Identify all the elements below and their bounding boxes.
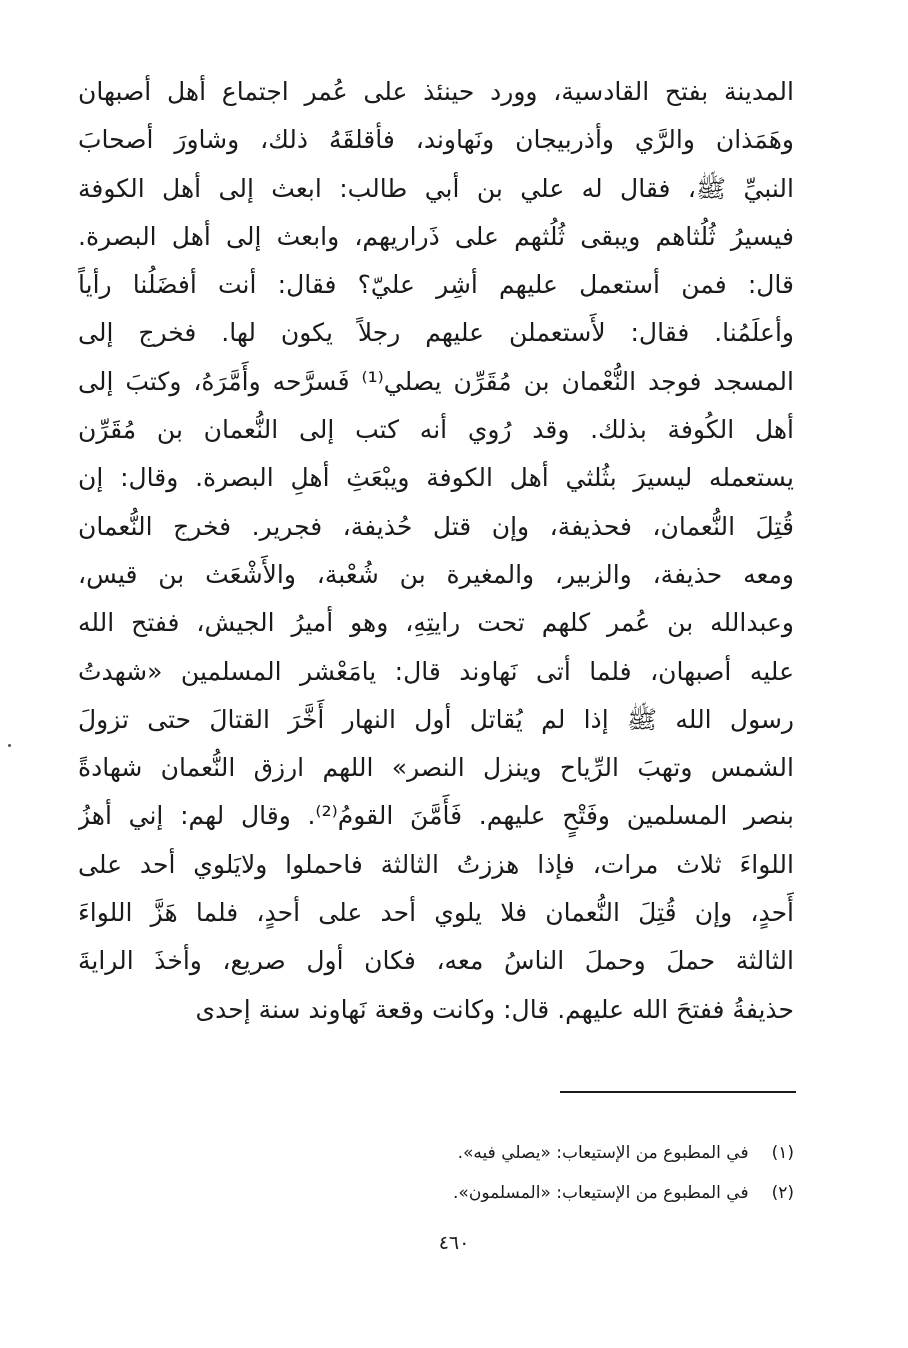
text-line: ومعه حذيفة، والزبير، والمغيرة بن شُعْبة، والأَشْعَث بن قيس،: [78, 559, 794, 589]
text-line: قال: فمن أستعمل عليهم أشِر عليّ؟ فقال: أنت أفضَلُنا رأياً: [78, 270, 794, 300]
text-line: وعبدالله بن عُمر كلهم تحت رايتِهِ، وهو أميرُ الجيش، ففتح الله: [78, 608, 794, 638]
text-line: قُتِلَ النُّعمان، فحذيفة، وإن قتل حُذيفة، فجرير. فخرج النُّعمان: [78, 511, 794, 541]
page-number: ٤٦٠: [438, 1232, 470, 1254]
main-text-block: [78, 68, 794, 1034]
text-line: المسجد فوجد النُّعْمان بن مُقَرِّن يصلي⁽¹⁾ فَسرَّحه وأَمَّرَهُ، وكتبَ إلى: [78, 366, 794, 396]
footnote-text: في المطبوع من الإستيعاب: «يصلي فيه».: [457, 1143, 749, 1163]
margin-mark: [8, 744, 11, 747]
text-line: الثالثة حملَ وحملَ الناسُ معه، فكان أول صريع، وأخذَ الرايةَ: [78, 946, 794, 976]
text-line: النبيِّ ﷺ، فقال له علي بن أبي طالب: ابعث إلى أهل الكوفة: [78, 173, 794, 203]
text-line: اللواءَ ثلاث مرات، فإذا هززتُ الثالثة فاحملوا ولايَلوي أحد على: [78, 849, 794, 879]
text-line: أَحدٍ، وإن قُتِلَ النُّعمان فلا يلوي أحد على أحدٍ، فلما هَزَّ اللواءَ: [78, 898, 794, 928]
text-line: رسول الله ﷺ إذا لم يُقاتل أول النهار أَخَّرَ القتالَ حتى تزولَ: [78, 704, 794, 734]
text-line: وهَمَذان والرَّي وأذربيجان ونَهاوند، فأقلقَهُ ذلك، وشاورَ أصحابَ: [78, 125, 794, 155]
text-line: فيسيرُ ثُلُثاهم ويبقى ثُلُثهم على ذَراريهم، وابعث إلى أهل البصرة.: [78, 221, 794, 251]
text-line: أهل الكُوفة بذلك. وقد رُوي أنه كتب إلى النُّعمان بن مُقَرِّن: [78, 415, 794, 445]
text-line: يستعمله ليسيرَ بثُلثي أهل الكوفة ويبْعَثِ أهلِ البصرة. وقال: إن: [78, 463, 794, 493]
text-line: حذيفةُ ففتحَ الله عليهم. قال: وكانت وقعة نَهاوند سنة إحدى: [195, 994, 794, 1024]
footnote-1: [300, 1133, 794, 1173]
footnote-number: (١): [771, 1143, 794, 1163]
footnotes: [300, 1133, 794, 1213]
footnote-number: (٢): [771, 1183, 794, 1203]
text-line: عليه أصبهان، فلما أتى نَهاوند قال: يامَعْشر المسلمين «شهدتُ: [78, 656, 794, 686]
text-line: الشمس وتهبَ الرِّياح وينزل النصر» اللهم ارزق النُّعمان شهادةً: [78, 753, 794, 783]
footnote-2: [300, 1173, 794, 1213]
footnote-separator: [560, 1091, 796, 1093]
text-line: بنصر المسلمين وفَتْحٍ عليهم. فَأَمَّنَ القومُ⁽²⁾. وقال لهم: إني أهزُ: [78, 801, 794, 831]
text-line: وأعلَمُنا. فقال: لأَستعملن عليهم رجلاً يكون لها. فخرج إلى: [78, 318, 794, 348]
text-line: المدينة بفتح القادسية، وورد حينئذ على عُمر اجتماع أهل أصبهان: [78, 77, 794, 106]
footnote-text: في المطبوع من الإستيعاب: «المسلمون».: [453, 1183, 749, 1203]
